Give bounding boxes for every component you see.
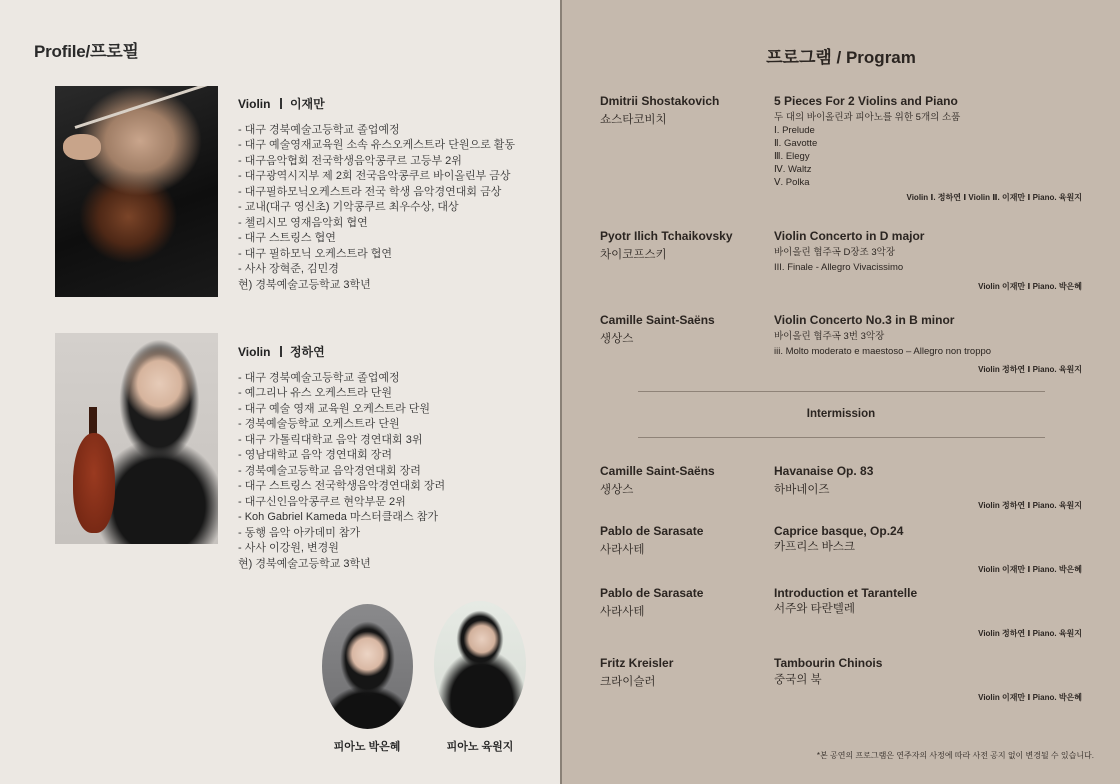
work-detail-line: Ⅱ. Gavotte xyxy=(774,138,818,149)
work-detail-line: Ⅴ. Polka xyxy=(774,177,810,188)
bio-item: - 대구 예술 영재 교육원 오케스트라 단원 xyxy=(238,402,431,415)
violinist-bio-1 xyxy=(238,97,515,293)
composer-name: Camille Saint-Saëns xyxy=(600,464,715,478)
work-detail-line: Ⅰ. Prelude xyxy=(774,125,815,136)
composer-name-ko: 생상스 xyxy=(600,333,634,345)
bio-item: - 경북예술등학교 오케스트라 단원 xyxy=(238,418,400,430)
violinist-photo-lee-jaeman xyxy=(55,86,218,297)
performers-line: Violin 정하연 Ⅰ Piano. 육원지 xyxy=(978,501,1082,510)
work-details xyxy=(774,330,991,358)
bio-item: - 대구음악협회 전국학생음악콩쿠르 고등부 2위 xyxy=(238,154,462,167)
bio-item: - 대구 경북예술고등학교 졸업예정 xyxy=(238,123,400,136)
work-title: Violin Concerto in D major xyxy=(774,229,925,243)
bio-item: - 대구 스트링스 협연 xyxy=(238,232,336,244)
bio-item: - 대구필하모닉오케스트라 전국 학생 음악경연대회 금상 xyxy=(238,185,502,198)
work-detail-line: 카프리스 바스크 xyxy=(774,541,855,553)
work-details xyxy=(774,541,855,554)
work-title: Violin Concerto No.3 in B minor xyxy=(774,313,955,327)
composer-name-ko: 크라이슬러 xyxy=(600,676,656,688)
violinist-name: 정하연 xyxy=(289,345,325,359)
violinist-heading xyxy=(238,345,445,361)
composer-name: Fritz Kreisler xyxy=(600,656,674,670)
work-title: Introduction et Tarantelle xyxy=(774,586,918,600)
bio-item: - 예그리나 유스 오케스트라 단원 xyxy=(238,387,393,399)
work-title: Caprice basque, Op.24 xyxy=(774,524,904,538)
work-detail-line: iii. Molto moderato e maestoso – Allegro non troppo xyxy=(774,346,992,357)
bio-item: 현) 경북예술고등학교 3학년 xyxy=(238,278,371,291)
composer-name-ko: 사라사테 xyxy=(600,544,645,556)
bio-item: - 사사 장혁준, 김민경 xyxy=(238,263,339,275)
bio-item: - 대구 가톨릭대학교 음악 경연대회 3위 xyxy=(238,433,423,446)
intermission-rule-top xyxy=(638,391,1045,392)
work-detail-line: 중국의 북 xyxy=(774,674,822,686)
program-entry xyxy=(600,313,1082,379)
work-detail-line: 두 대의 바이올린과 피아노를 위한 5개의 소품 xyxy=(774,112,961,123)
bio-item: - 동행 음악 아카데미 참가 xyxy=(238,526,361,539)
bio-item: - 대구광역시지부 제 2회 전국음악콩쿠르 바이올린부 금상 xyxy=(238,170,511,182)
composer-name: Pablo de Sarasate xyxy=(600,586,704,600)
work-details xyxy=(774,484,830,497)
bio-item: - 사사 이강원, 변경원 xyxy=(238,542,339,554)
performers-line: Violin 정하연 Ⅰ Piano. 육원지 xyxy=(978,629,1082,638)
bio-item: - 대구 스트링스 전국학생음악경연대회 장려 xyxy=(238,480,446,492)
bio-list xyxy=(238,371,445,573)
composer-name-ko: 차이코프스키 xyxy=(600,249,667,261)
program-entry xyxy=(600,656,1082,708)
work-title: Havanaise Op. 83 xyxy=(774,464,874,478)
performers-line: Violin Ⅰ. 정하연 Ⅰ Violin Ⅱ. 이재만 Ⅰ Piano. 육원지 xyxy=(906,193,1082,202)
program-entry xyxy=(600,586,1082,638)
program-title: 프로그램 / Program xyxy=(766,48,916,67)
composer-name: Dmitrii Shostakovich xyxy=(600,94,720,108)
composer-name: Camille Saint-Saëns xyxy=(600,313,715,327)
bio-item: - 대구 경북예술고등학교 졸업예정 xyxy=(238,371,400,384)
intermission-rule-bottom xyxy=(638,437,1045,438)
work-details xyxy=(774,111,960,189)
profile-title: Profile/프로필 xyxy=(34,42,139,61)
performers-line: Violin 이재만 Ⅰ Piano. 박은혜 xyxy=(978,282,1082,291)
bio-item: - 교내(대구 영신초) 기악콩쿠르 최우수상, 대상 xyxy=(238,201,459,213)
bio-item: - 첼리시모 영재음악회 협연 xyxy=(238,216,368,229)
program-entry xyxy=(600,229,1082,295)
violinist-photo-jung-hayeon xyxy=(55,333,218,544)
program-entry xyxy=(600,464,1082,514)
violinist-heading xyxy=(238,97,515,113)
pianist-caption: 피아노 박은혜 xyxy=(333,741,401,753)
work-detail-line: 하바네이즈 xyxy=(774,484,830,496)
violinist-name: 이재만 xyxy=(289,97,325,111)
instrument-label: Violin xyxy=(238,97,271,111)
composer-name-ko: 사라사테 xyxy=(600,606,645,618)
work-detail-line: 바이올린 협주곡 3번 3악장 xyxy=(774,331,885,342)
bio-item: - 경북예술고등학교 음악경연대회 장려 xyxy=(238,464,421,477)
work-title: Tambourin Chinois xyxy=(774,656,883,670)
composer-name-ko: 쇼스타코비치 xyxy=(600,114,667,126)
performers-line: Violin 이재만 Ⅰ Piano. 박은혜 xyxy=(978,565,1082,574)
work-details xyxy=(774,674,822,687)
bio-item: 현) 경북예술고등학교 3학년 xyxy=(238,557,371,570)
program-entry xyxy=(600,524,1082,574)
composer-name-ko: 생상스 xyxy=(600,484,634,496)
bio-item: - 영남대학교 음악 경연대회 장려 xyxy=(238,449,393,461)
work-details xyxy=(774,246,903,274)
pianist-photo-park-eunhye xyxy=(322,604,413,729)
work-detail-line: III. Finale - Allegro Vivacissimo xyxy=(774,262,904,273)
bio-list xyxy=(238,123,515,294)
composer-name: Pyotr Ilich Tchaikovsky xyxy=(600,229,733,243)
bio-item: - 대구신인음악콩쿠르 현악부문 2위 xyxy=(238,495,406,508)
work-details xyxy=(774,603,855,616)
pianist-caption: 피아노 육원지 xyxy=(446,741,514,753)
intermission-label: Intermission xyxy=(806,408,876,420)
bio-item: - 대구 예술영재교육원 소속 유스오케스트라 단원으로 활동 xyxy=(238,139,516,151)
program-footnote: *본 공연의 프로그램은 연주자의 사정에 따라 사전 공지 없이 변경될 수 있습니다. xyxy=(816,751,1094,760)
bio-item: - Koh Gabriel Kameda 마스터클래스 참가 xyxy=(238,511,438,523)
bio-item: - 대구 필하모닉 오케스트라 협연 xyxy=(238,247,393,260)
program-entry xyxy=(600,94,1082,206)
violinist-bio-2 xyxy=(238,345,445,572)
performers-line: Violin 정하연 Ⅰ Piano. 육원지 xyxy=(978,365,1082,374)
work-detail-line: Ⅳ. Waltz xyxy=(774,164,812,175)
instrument-label: Violin xyxy=(238,345,271,359)
separator-bar xyxy=(280,98,282,109)
work-detail-line: 서주와 타란텔레 xyxy=(774,603,855,615)
work-detail-line: Ⅲ. Elegy xyxy=(774,151,810,162)
performers-line: Violin 이재만 Ⅰ Piano. 박은혜 xyxy=(978,693,1082,702)
composer-name: Pablo de Sarasate xyxy=(600,524,704,538)
pianist-photo-yuk-wonji xyxy=(434,601,526,728)
work-title: 5 Pieces For 2 Violins and Piano xyxy=(774,94,958,108)
program-page xyxy=(562,0,1120,784)
separator-bar xyxy=(280,346,282,357)
work-detail-line: 바이올린 협주곡 D장조 3악장 xyxy=(774,247,896,258)
